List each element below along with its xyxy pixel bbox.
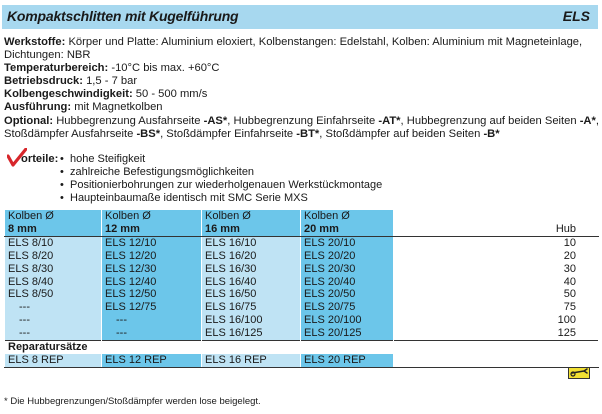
table-cell: ELS 8/10 bbox=[5, 236, 102, 249]
table-cell: --- bbox=[5, 327, 102, 340]
spec-druck bbox=[4, 75, 598, 88]
header-cell bbox=[394, 210, 599, 223]
table-row bbox=[5, 314, 599, 327]
repair-title-row bbox=[5, 341, 599, 354]
repair-cell: ELS 8 REP bbox=[5, 354, 102, 367]
list-item: • zahlreiche Befestigungsmöglichkeiten bbox=[60, 166, 382, 179]
spec-label: Kolbengeschwindigkeit: bbox=[4, 88, 133, 101]
table-cell: --- bbox=[5, 314, 102, 327]
table-cell: ELS 16/10 bbox=[202, 236, 301, 249]
table-cell: ELS 16/100 bbox=[202, 314, 301, 327]
table-cell: ELS 20/40 bbox=[301, 276, 394, 289]
spec-value: 1,5 - 7 bar bbox=[86, 75, 138, 88]
footnote: * Die Hubbegrenzungen/Stoßdämpfer werden lose beigelegt. bbox=[4, 396, 261, 407]
table-row bbox=[5, 327, 599, 340]
option-code: -B* bbox=[483, 127, 500, 140]
table-cell: 100 bbox=[394, 314, 599, 327]
table-row bbox=[5, 301, 599, 314]
table-cell: 40 bbox=[394, 276, 599, 289]
table-cell: ELS 20/100 bbox=[301, 314, 394, 327]
table-cell: --- bbox=[102, 327, 202, 340]
list-item: • Positionierbohrungen zur wiederholgenauen Werkstückmontage bbox=[60, 179, 382, 192]
table-cell: ELS 8/30 bbox=[5, 263, 102, 276]
header-cell: Kolben Ø bbox=[202, 210, 301, 223]
table-cell: --- bbox=[5, 301, 102, 314]
table-cell: ELS 20/125 bbox=[301, 327, 394, 340]
table-cell: ELS 8/40 bbox=[5, 276, 102, 289]
vorteile-block bbox=[4, 148, 598, 210]
table-cell: ELS 20/50 bbox=[301, 288, 394, 301]
table-row bbox=[5, 288, 599, 301]
table-cell: 75 bbox=[394, 301, 599, 314]
spec-ausfuehrung bbox=[4, 101, 598, 114]
spec-text: , Hubbegrenzung Einfahrseite bbox=[227, 114, 379, 127]
spec-label: Optional: bbox=[4, 114, 54, 127]
spec-temperatur bbox=[4, 62, 598, 75]
product-code: ELS bbox=[562, 8, 590, 24]
repair-row bbox=[5, 354, 599, 367]
table-cell: ELS 12/30 bbox=[102, 263, 202, 276]
table-cell: ELS 12/10 bbox=[102, 236, 202, 249]
table-cell: ELS 12/20 bbox=[102, 250, 202, 263]
spec-werkstoffe bbox=[4, 36, 598, 49]
list-item: • hohe Steifigkeit bbox=[60, 153, 382, 166]
header-cell: 20 mm bbox=[301, 223, 394, 236]
wrench-icon bbox=[568, 367, 590, 379]
table-cell: ELS 20/30 bbox=[301, 263, 394, 276]
repair-cell: ELS 20 REP bbox=[301, 354, 394, 367]
table-cell: 30 bbox=[394, 263, 599, 276]
option-code: -A* bbox=[579, 114, 596, 127]
spec-value: Dichtungen: NBR bbox=[4, 49, 91, 62]
spec-value: 50 - 500 mm/s bbox=[135, 88, 208, 101]
header-cell: Kolben Ø bbox=[102, 210, 202, 223]
table-cell: ELS 20/20 bbox=[301, 250, 394, 263]
spec-optional bbox=[4, 115, 598, 128]
table-cell: 20 bbox=[394, 250, 599, 263]
spec-label: Werkstoffe: bbox=[4, 36, 66, 48]
header-cell: Kolben Ø bbox=[301, 210, 394, 223]
repair-title: Reparatursätze bbox=[5, 341, 599, 354]
table-cell: --- bbox=[102, 314, 202, 327]
table-cell: ELS 8/50 bbox=[5, 288, 102, 301]
table-header-row bbox=[5, 210, 599, 223]
spec-text: Stoßdämpfer Ausfahrseite bbox=[4, 127, 137, 140]
repair-cell: ELS 12 REP bbox=[102, 354, 202, 367]
header-cell: 8 mm bbox=[5, 223, 102, 236]
table-cell: 50 bbox=[394, 288, 599, 301]
table-cell: 125 bbox=[394, 327, 599, 340]
table-cell: ELS 20/10 bbox=[301, 236, 394, 249]
page-title: Kompaktschlitten mit Kugelführung bbox=[7, 8, 239, 24]
option-code: -AS* bbox=[203, 114, 228, 127]
spec-label: Temperaturbereich: bbox=[4, 62, 109, 75]
table-cell: ELS 12/50 bbox=[102, 288, 202, 301]
table-cell: ELS 8/20 bbox=[5, 250, 102, 263]
spec-werkstoffe-cont bbox=[4, 49, 598, 62]
table-row bbox=[5, 250, 599, 263]
table-cell: 10 bbox=[394, 236, 599, 249]
spec-text: , Stoßdämpfer Einfahrseite bbox=[160, 127, 297, 140]
table-cell: ELS 20/75 bbox=[301, 301, 394, 314]
table-cell: ELS 16/30 bbox=[202, 263, 301, 276]
spec-text: Hubbegrenzung Ausfahrseite bbox=[56, 114, 204, 127]
option-code: -BS* bbox=[136, 127, 161, 140]
option-code: -BT* bbox=[296, 127, 320, 140]
title-bar bbox=[2, 5, 598, 29]
table-cell: ELS 16/20 bbox=[202, 250, 301, 263]
header-cell: 12 mm bbox=[102, 223, 202, 236]
spec-text: , Hubbegrenzung auf beiden Seiten bbox=[400, 114, 580, 127]
spec-text: , bbox=[595, 114, 599, 127]
table-header-row bbox=[5, 223, 599, 236]
vorteile-label: orteile: bbox=[21, 153, 59, 165]
spec-optional-cont bbox=[4, 128, 598, 141]
repair-cell-empty bbox=[394, 354, 599, 367]
spec-text: , Stoßdämpfer auf beiden Seiten bbox=[319, 127, 484, 140]
header-cell: Hub bbox=[394, 223, 599, 236]
header-cell: Kolben Ø bbox=[5, 210, 102, 223]
repair-cell: ELS 16 REP bbox=[202, 354, 301, 367]
table-row bbox=[5, 276, 599, 289]
table-row bbox=[5, 263, 599, 276]
specs-block bbox=[4, 36, 598, 141]
spec-label: Betriebsdruck: bbox=[4, 75, 83, 88]
spec-label: Ausführung: bbox=[4, 101, 72, 114]
table-cell: ELS 16/50 bbox=[202, 288, 301, 301]
table-cell: ELS 12/40 bbox=[102, 276, 202, 289]
spec-value: -10°C bis max. +60°C bbox=[111, 62, 220, 75]
product-table bbox=[4, 210, 599, 368]
header-cell: 16 mm bbox=[202, 223, 301, 236]
table-row bbox=[5, 236, 599, 249]
table-cell: ELS 16/75 bbox=[202, 301, 301, 314]
table-cell: ELS 16/125 bbox=[202, 327, 301, 340]
vorteile-list bbox=[60, 153, 382, 205]
spec-value: Körper und Platte: Aluminium eloxiert, Kolbenstangen: Edelstahl, Kolben: Aluminium mit Magneteinlage, bbox=[68, 36, 583, 48]
spec-geschwindigkeit bbox=[4, 88, 598, 101]
spec-value: mit Magnetkolben bbox=[74, 101, 163, 114]
option-code: -AT* bbox=[378, 114, 401, 127]
table-cell: ELS 16/40 bbox=[202, 276, 301, 289]
list-item: • Haupteinbaumaße identisch mit SMC Serie MXS bbox=[60, 192, 382, 205]
table-cell: ELS 12/75 bbox=[102, 301, 202, 314]
